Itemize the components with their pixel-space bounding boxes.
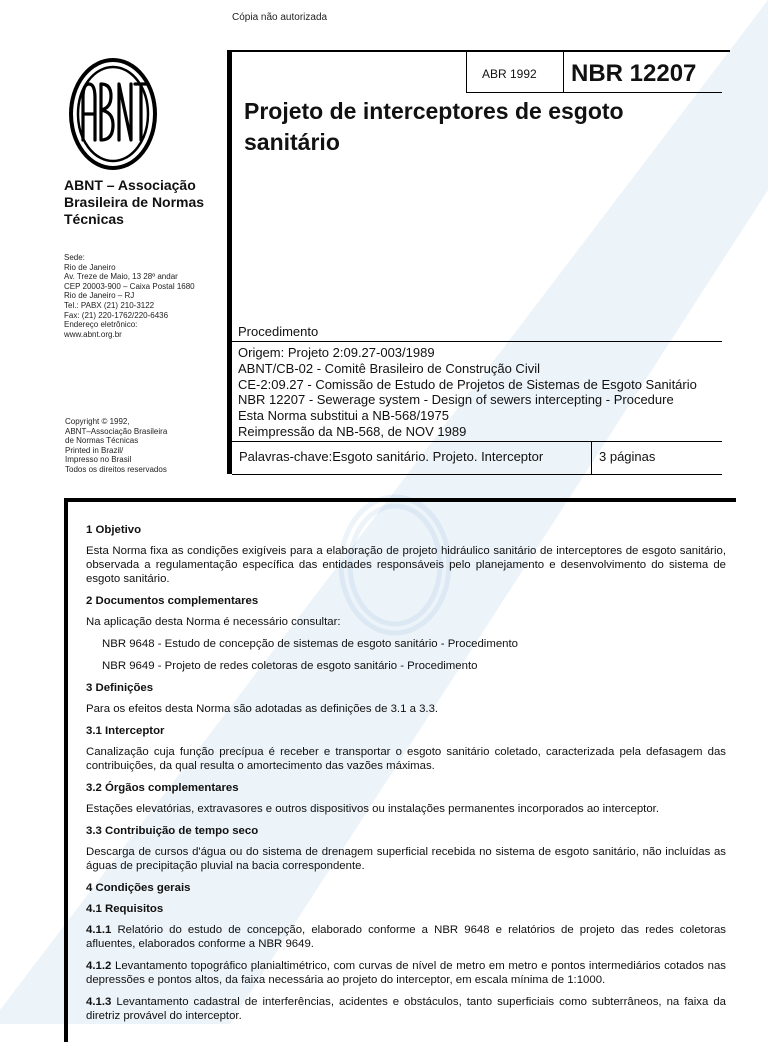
header-bottom-rule xyxy=(466,92,722,93)
committee-line: ABNT/CB-02 - Comitê Brasileiro de Construção Civil xyxy=(238,360,540,376)
page-count: 3 páginas xyxy=(599,449,656,464)
paragraph: Canalização cuja função precípua é receber e transportar o esgoto sanitário coletado, caracterizada pela defasagem das contribuições, da qual resulta o amortecimento das vazões máximas. xyxy=(86,746,726,772)
header-vertical-rule xyxy=(227,50,232,474)
subsection-heading: 3.3 Contribuição de tempo seco xyxy=(86,825,259,837)
subsection-heading: 4.1 Requisitos xyxy=(86,903,164,915)
subsection-heading: 3.1 Interceptor xyxy=(86,725,165,737)
numbered-paragraph xyxy=(86,995,726,1023)
header-top-rule xyxy=(232,50,730,52)
copyright-line: ABNT–Associação Brasileira xyxy=(65,426,168,436)
header-divider xyxy=(466,52,467,93)
keywords: Palavras-chave:Esgoto sanitário. Projeto. Interceptor xyxy=(239,449,544,464)
address-block xyxy=(64,253,229,339)
reference-item: NBR 9649 - Projeto de redes coletoras de esgoto sanitário - Procedimento xyxy=(102,660,478,672)
numbered-paragraph xyxy=(86,959,726,987)
origin-block xyxy=(238,345,728,440)
copyright-line: Copyright © 1992, xyxy=(65,417,130,426)
origin-line: Origem: Projeto 2:09.27-003/1989 xyxy=(238,345,435,360)
address-line: Fax: (21) 220-1762/220-6436 xyxy=(64,310,169,320)
section-heading: 2 Documentos complementares xyxy=(86,595,259,607)
address-line: CEP 20003-900 – Caixa Postal 1680 xyxy=(64,281,195,291)
section-heading: 4 Condições gerais xyxy=(86,882,191,894)
address-line: Rio de Janeiro xyxy=(64,262,116,272)
clause-text: Levantamento topográfico planialtimétrico, com curvas de nível de metro em metro e pontos intermediários cotados nas depressões e pontos altos, da faixa necessária ao projeto do interceptor, em escala mínima de 1:1000. xyxy=(86,960,726,986)
keywords-divider xyxy=(591,442,592,474)
copyright-line: Printed in Brazil/ xyxy=(65,445,124,455)
document-type: Procedimento xyxy=(238,324,319,339)
address-line: Rio de Janeiro – RJ xyxy=(64,291,135,301)
type-rule xyxy=(232,341,722,342)
copyright-block xyxy=(65,417,230,475)
clause-text: Levantamento cadastral de interferências, acidentes e obstáculos, tanto superficiais como subterrâneos, na faixa da diretriz provável do interceptor. xyxy=(86,996,726,1022)
address-line: Sede: xyxy=(64,253,85,262)
paragraph: Descarga de cursos d'água ou do sistema de drenagem superficial recebida no sistema de esgoto sanitário, não incluídas as águas de precipitação pluvial na bacia correspondente. xyxy=(86,846,726,872)
header-divider xyxy=(563,52,564,93)
publication-date: ABR 1992 xyxy=(482,67,537,81)
section-heading: 3 Definições xyxy=(86,682,154,694)
paragraph: Para os efeitos desta Norma são adotadas as definições de 3.1 a 3.3. xyxy=(86,703,439,715)
standard-code: NBR 12207 xyxy=(571,60,697,87)
paragraph: Esta Norma fixa as condições exigíveis para a elaboração de projeto hidráulico sanitário de interceptores de esgoto sanitário, observada a regulamentação específica das entidades responsáveis pelo planejamento e desenvolvimento do sistema de esgoto sanitário. xyxy=(86,545,726,585)
copyright-line: Impresso no Brasil xyxy=(65,455,132,465)
clause-number: 4.1.3 xyxy=(86,996,112,1008)
paragraph: Na aplicação desta Norma é necessário consultar: xyxy=(86,616,341,628)
reprint-line: Reimpressão da NB-568, de NOV 1989 xyxy=(238,423,467,439)
paragraph: Estações elevatórias, extravasores e outros dispositivos ou instalações permanentes incorporados ao interceptor. xyxy=(86,803,660,815)
subsection-heading: 3.2 Órgãos complementares xyxy=(86,782,239,794)
keywords-box xyxy=(232,441,722,475)
address-line: Tel.: PABX (21) 210-3122 xyxy=(64,300,155,310)
document-body xyxy=(86,523,726,1031)
clause-text: Relatório do estudo de concepção, elaborado conforme a NBR 9648 e relatórios de projeto das redes coletoras afluentes, elaborados conforme a NBR 9649. xyxy=(86,924,727,950)
address-line: Endereço eletrônico: xyxy=(64,320,138,330)
address-line: Av. Treze de Maio, 13 28º andar xyxy=(64,272,178,282)
abnt-logo xyxy=(69,58,157,170)
address-line: www.abnt.org.br xyxy=(64,329,122,339)
english-title-line: NBR 12207 - Sewerage system - Design of sewers intercepting - Procedure xyxy=(238,392,674,408)
copyright-line: de Normas Técnicas xyxy=(65,436,139,446)
numbered-paragraph xyxy=(86,923,726,951)
study-commission-line: CE-2:09.27 - Comissão de Estudo de Projetos de Sistemas de Esgoto Sanitário xyxy=(238,376,697,392)
clause-number: 4.1.2 xyxy=(86,960,112,972)
clause-number: 4.1.1 xyxy=(86,924,112,936)
organization-name: ABNT – Associação Brasileira de Normas Técnicas xyxy=(64,177,205,227)
document-title: Projeto de interceptores de esgoto sanitário xyxy=(244,98,624,155)
section-heading: 1 Objetivo xyxy=(86,524,142,536)
copy-notice: Cópia não autorizada xyxy=(232,12,328,23)
copyright-line: Todos os direitos reservados xyxy=(65,464,167,474)
replaces-line: Esta Norma substitui a NB-568/1975 xyxy=(238,408,449,424)
reference-item: NBR 9648 - Estudo de concepção de sistemas de esgoto sanitário - Procedimento xyxy=(102,638,518,650)
